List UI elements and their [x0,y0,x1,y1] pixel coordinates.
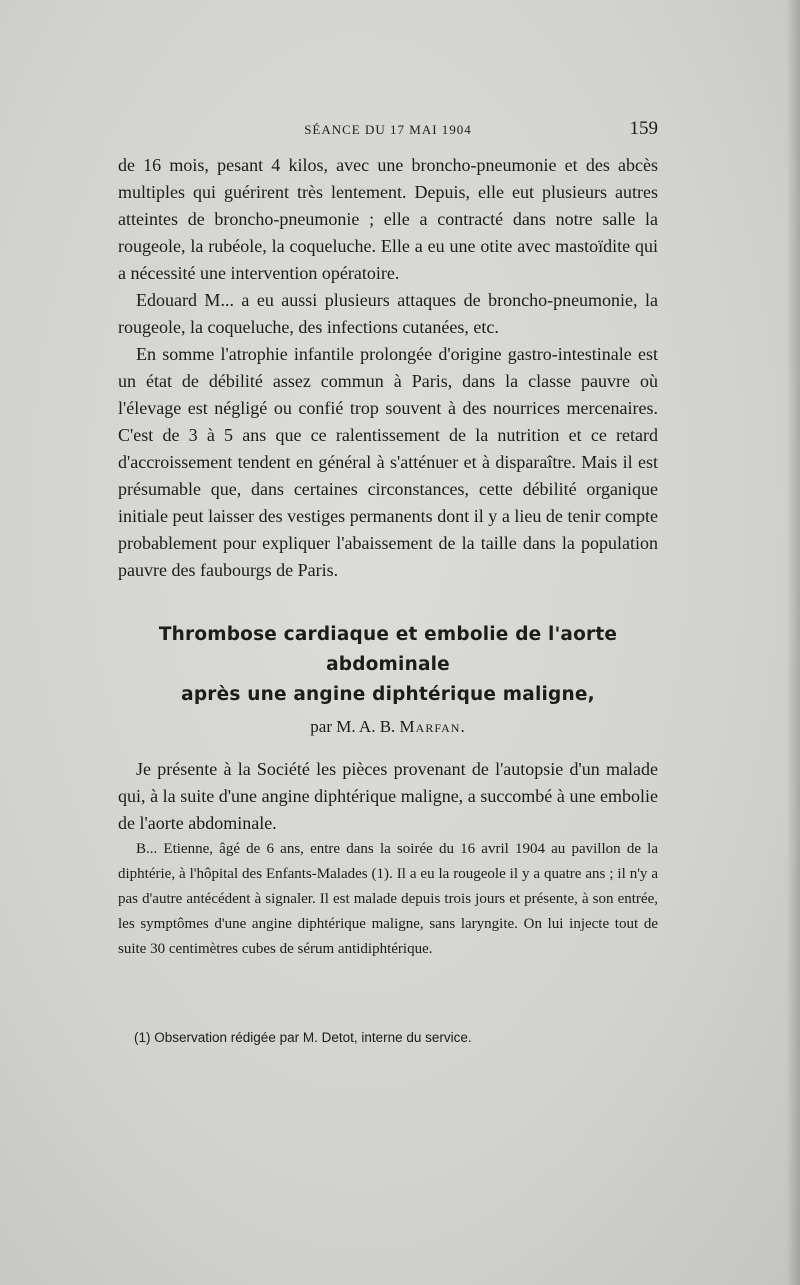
running-title: SÉANCE DU 17 MAI 1904 [304,122,472,137]
page-number: 159 [629,118,658,139]
page-edge-shadow [786,0,800,1285]
observation-paragraph: B... Etienne, âgé de 6 ans, entre dans la soirée du 16 avril 1904 au pavillon de la diphtérie, à l'hôpital des Enfants-Malades (1). Il a eu la rougeole il y a quatre ans ; il n'y a pas d'autre antécédent à signaler. Il est malade depuis trois jours et présente, à son entrée, les symptômes d'une angine diphtérique maligne, sans laryngite. On lui injecte tout de suite 30 centimètres cubes de sérum antidiphtérique. [118,841,658,957]
footnote: (1) Observation rédigée par M. Detot, interne du service. [134,1030,472,1045]
byline-prefix: par M. A. B. [310,717,396,736]
paragraph: Je présente à la Société les pièces provenant de l'autopsie d'un malade qui, à la suite d'une angine diphtérique maligne, a succombé à une embolie de l'aorte abdominale. [118,759,658,833]
page-body [118,152,658,962]
section-title-line: Thrombose cardiaque et embolie de l'aorte abdominale [158,624,618,675]
paragraph: En somme l'atrophie infantile prolongée d'origine gastro-intestinale est un état de débilité assez commun à Paris, dans la classe pauvre où l'élevage est négligé ou confié trop souvent à des nourrices mercenaires. C'est de 3 à 5 ans que ce ralentissement de la nutrition et ce retard d'accroissement tendent en général à s'atténuer et à disparaître. Mais il est présumable que, dans certaines circonstances, cette débilité organique initiale peut laisser des vestiges permanents dont il y a lieu de tenir compte probablement pour expliquer l'abaissement de la taille dans la population pauvre des faubourgs de Paris. [118,344,658,580]
paragraph: de 16 mois, pesant 4 kilos, avec une broncho-pneumonie et des abcès multiples qui guérirent très lentement. Depuis, elle eut plusieurs autres atteintes de broncho-pneumonie ; elle a contracté dans notre salle la rougeole, la rubéole, la coqueluche. Elle a eu une otite avec mastoïdite qui a nécessité une intervention opératoire. [118,155,658,283]
paragraph: Edouard M... a eu aussi plusieurs attaques de broncho-pneumonie, la rougeole, la coqueluche, des infections cutanées, etc. [118,290,658,337]
page-header [118,118,658,146]
section-title [118,620,658,710]
byline [118,712,658,742]
author-name: Marfan. [399,717,466,736]
section-title-line: après une angine diphtérique maligne, [181,684,595,705]
